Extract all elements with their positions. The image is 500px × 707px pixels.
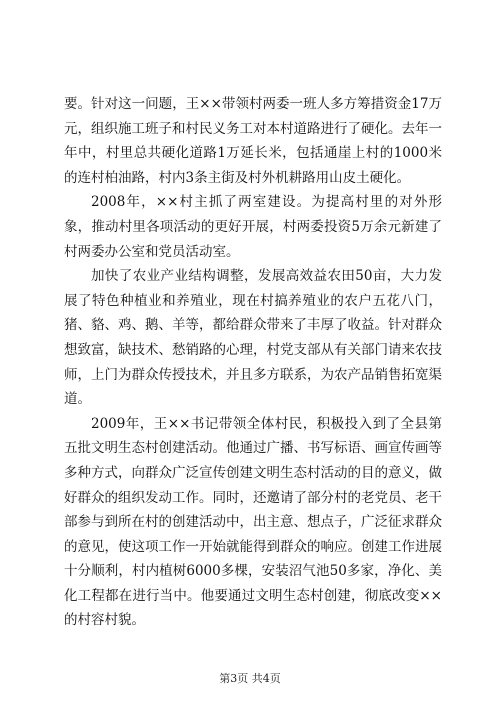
paragraph-2: 2008年，××村主抓了两室建设。为提高村里的对外形象，推动村里各项活动的更好开展，村两委投资5万余元新建了村两委办公室和党员活动室。 [64,194,442,260]
paragraph-3: 加快了农业产业结构调整，发展高效益农田50亩，大力发展了特色种植业和养殖业，现在村搞养殖业的农户五花八门，猪、貉、鸡、鹅、羊等，都给群众带来了丰厚了收益。针对群众想致富，缺技术、愁销路的心理，村党支部从有关部门请来农技师，上门为群众传授技术，并且多方联系，为农产品销售拓宽渠道。 [64,268,442,408]
document-body [64,92,442,633]
paragraph-4: 2009年，王××书记带领全体村民，积极投入到了全县第五批文明生态村创建活动。他通过广播、书写标语、画宣传画等多种方式，向群众广泛宣传创建文明生态村活动的目的意义，做好群众的组织发动工作。同时，还邀请了部分村的老党员、老干部参与到所在村的创建活动中，出主意、想点子，广泛征求群众的意见，使这项工作一开始就能得到群众的响应。创建工作进展十分顺利，村内植树6000多棵，安装沼气池50多家，净化、美化工程都在进行当中。他要通过文明生态村创建，彻底改变××的村容村貌。 [64,415,442,629]
page-number-footer: 第3页 共4页 [219,672,281,685]
paragraph-1: 要。针对这一问题，王××带领村两委一班人多方筹措资金17万元，组织施工班子和村民义务工对本村道路进行了硬化。去年一年中，村里总共硬化道路1万延长米，包括通崖上村的1000米的连村柏油路，村内3条主街及村外机耕路用山皮土硬化。 [64,96,442,186]
